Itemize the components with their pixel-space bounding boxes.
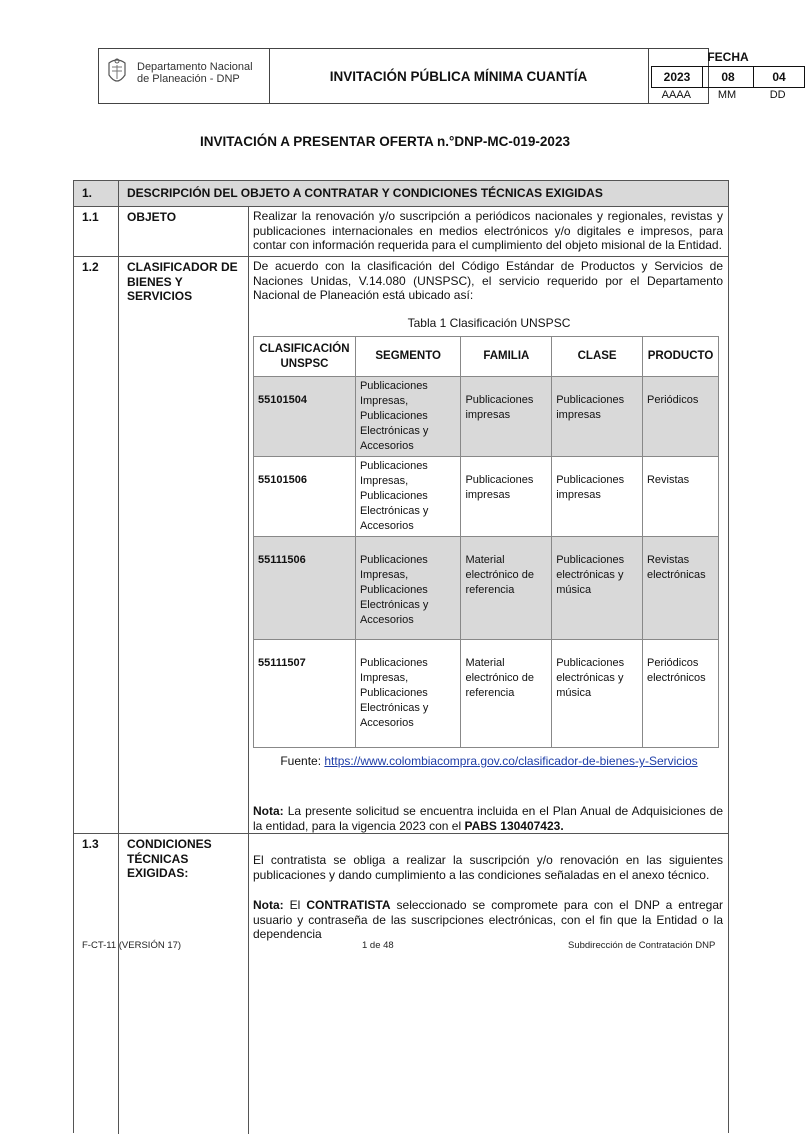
dnp-logo — [99, 49, 270, 103]
footer-page-number: 1 de 48 — [362, 940, 394, 951]
date-label: FECHA — [707, 50, 749, 64]
row-condiciones — [73, 833, 729, 1133]
pabs-note: Nota: La presente solicitud se encuentra incluida en el Plan Anual de Adquisiciones de la entidad, para la vigencia 2023 con el PABS 130407423. — [253, 804, 723, 833]
row-label: OBJETO — [127, 210, 177, 224]
col-header: FAMILIA — [461, 337, 552, 377]
footer-form-code: F-CT-11 (VERSIÓN 17) — [82, 940, 182, 951]
source-line: Fuente: https://www.colombiacompra.gov.co/clasificador-de-bienes-y-Servicios — [280, 754, 698, 768]
section-header-row — [73, 180, 729, 207]
row-label: CLASIFICADOR DE BIENES Y SERVICIOS — [127, 260, 238, 303]
table-caption: Tabla 1 Clasificación UNSPSC — [407, 316, 571, 330]
objeto-text: Realizar la renovación y/o suscripción a periódicos nacionales y regionales, revistas y publicaciones internacionales en medios electrónicos y/o digitales e impresos, para contar con información requerida para el cumplimiento del objeto misional de la Entidad. — [253, 209, 723, 252]
source-link[interactable]: https://www.colombiacompra.gov.co/clasificador-de-bienes-y-Servicios — [324, 754, 698, 768]
date-day: 04 — [772, 70, 786, 84]
date-year: 2023 — [652, 67, 703, 87]
row-objeto — [73, 206, 729, 257]
table-row: 55101506 Publicaciones Impresas, Publicaciones Electrónicas y Accesorios Publicaciones impresas Publicaciones impresas Revistas — [254, 457, 719, 537]
contratista-note: Nota: El CONTRATISTA seleccionado se compromete para con el DNP a entregar usuario y contraseña de las suscripciones electrónicas, con el fin que la Entidad o la dependencia — [253, 898, 723, 941]
col-header: CLASE — [552, 337, 643, 377]
section-title: DESCRIPCIÓN DEL OBJETO A CONTRATAR Y CONDICIONES TÉCNICAS EXIGIDAS — [127, 186, 603, 200]
unspsc-header-row — [254, 337, 719, 377]
date-values — [651, 66, 805, 88]
section-number: 1. — [82, 186, 93, 200]
col-header: PRODUCTO — [642, 337, 718, 377]
org-name: Departamento Nacional de Planeación - DNP — [137, 61, 253, 85]
row-number: 1.1 — [82, 210, 99, 224]
col-header: CLASIFICACIÓN UNSPSC — [254, 337, 356, 377]
unspsc-table — [253, 336, 719, 748]
coat-of-arms-icon — [105, 57, 129, 89]
table-row: 55111507 Publicaciones Impresas, Publicaciones Electrónicas y Accesorios Material electrónico de referencia Publicaciones electrónicas y música Periódicos electrónicos — [254, 640, 719, 748]
header-title: INVITACIÓN PÚBLICA MÍNIMA CUANTÍA — [269, 49, 649, 103]
document-header — [98, 48, 786, 104]
row-number: 1.3 — [82, 837, 99, 851]
document-title: INVITACIÓN A PRESENTAR OFERTA n.°DNP-MC-019-2023 — [200, 134, 570, 149]
date-month: 08 — [703, 67, 754, 87]
date-format-labels: AAAA MM DD — [661, 89, 786, 101]
date-block — [648, 49, 808, 103]
row-label: CONDICIONES TÉCNICAS EXIGIDAS: — [127, 837, 212, 880]
condiciones-text: El contratista se obliga a realizar la suscripción y/o renovación en las siguientes publicaciones y dando cumplimiento a las condiciones señaladas en el anexo técnico. — [253, 853, 723, 882]
table-row: 55111506 Publicaciones Impresas, Publicaciones Electrónicas y Accesorios Material electrónico de referencia Publicaciones electrónicas y música Revistas electrónicas — [254, 537, 719, 640]
table-row: 55101504 Publicaciones Impresas, Publicaciones Electrónicas y Accesorios Publicaciones impresas Publicaciones impresas Periódicos — [254, 377, 719, 457]
col-header: SEGMENTO — [355, 337, 461, 377]
clasificador-text: De acuerdo con la clasificación del Código Estándar de Productos y Servicios de Naciones Unidas, V.14.080 (UNSPSC), el servicio requerido por el Departamento Nacional de Planeación está ubicado así: — [253, 259, 723, 302]
footer-department: Subdirección de Contratación DNP — [568, 940, 716, 951]
row-number: 1.2 — [82, 260, 99, 274]
